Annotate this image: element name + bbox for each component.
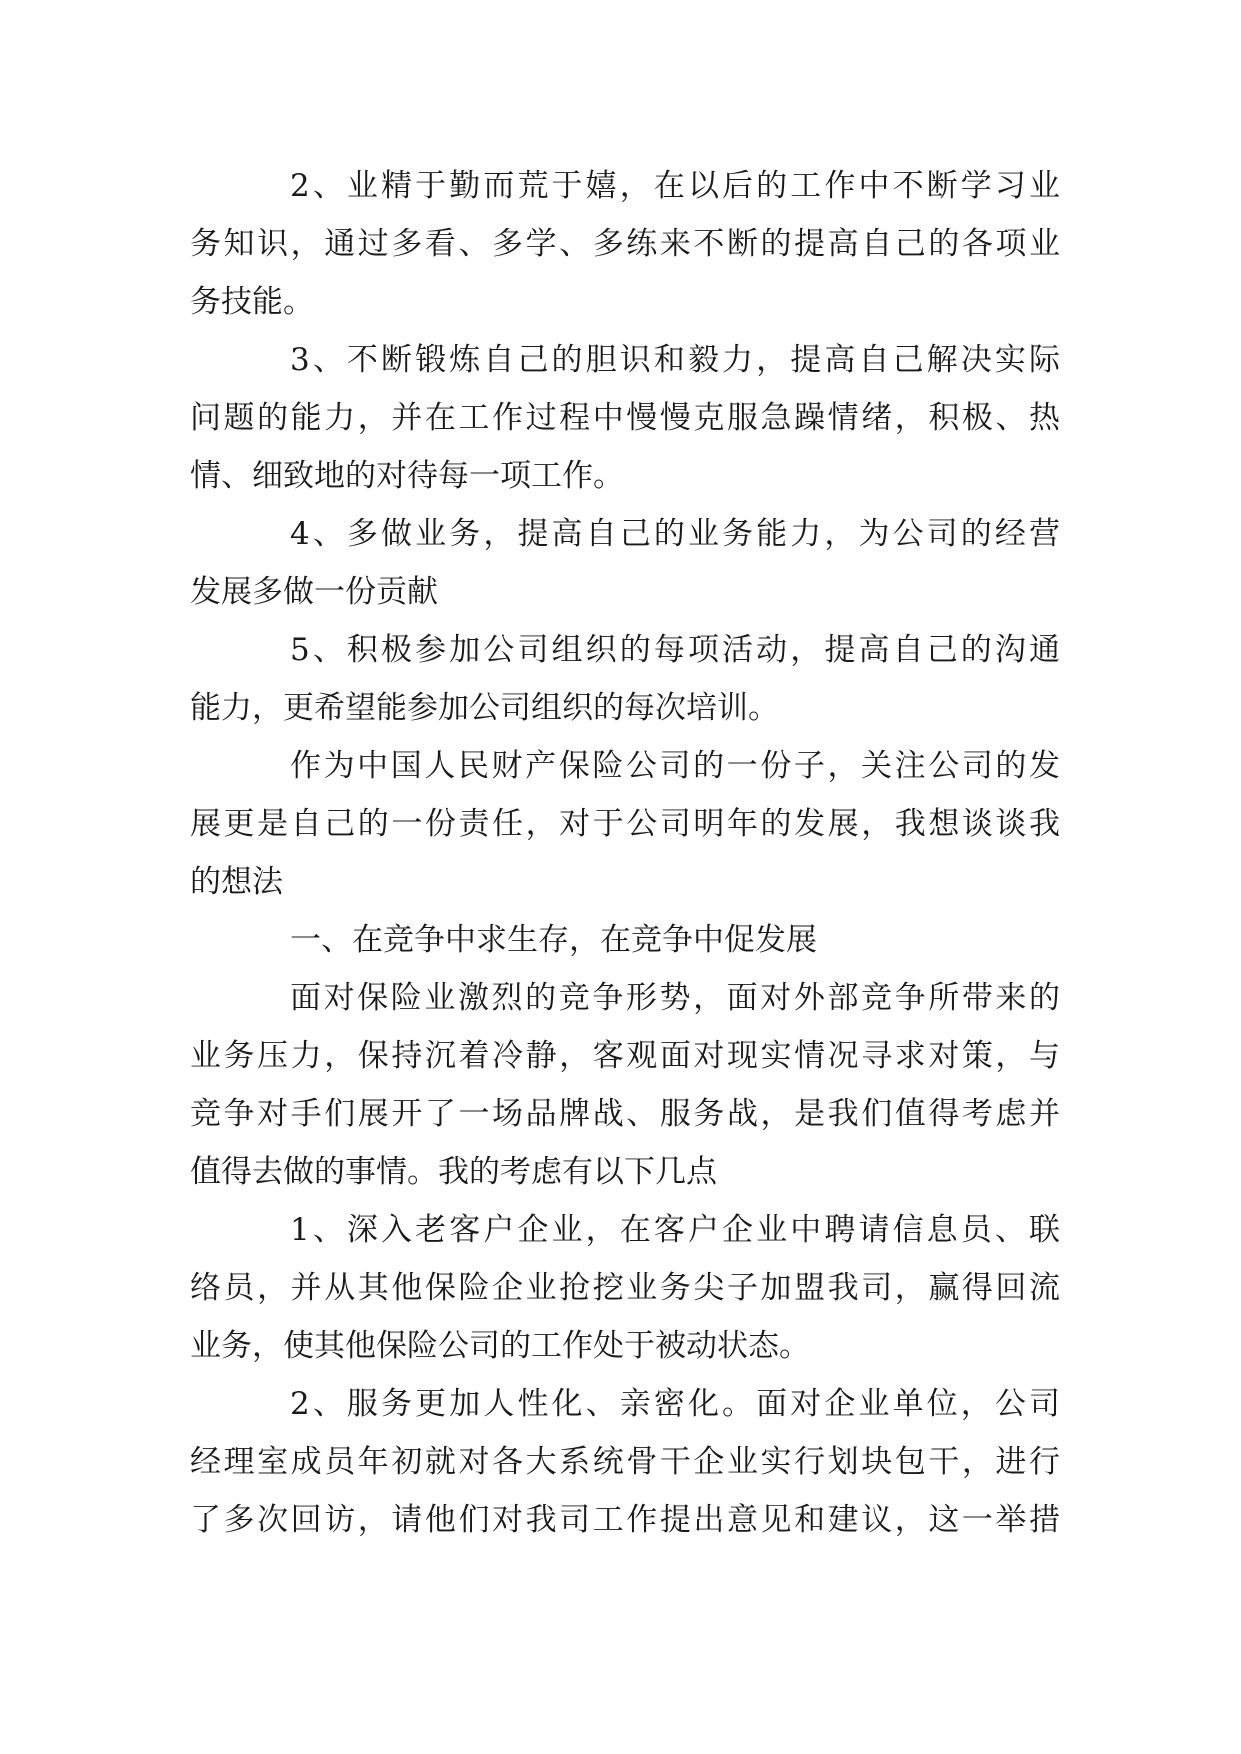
- text-line: 的想法: [190, 864, 283, 900]
- text-line: 情、细致地的对待每一项工作。: [190, 458, 624, 494]
- text-line: 面对保险业激烈的竞争形势，面对外部竞争所带来的: [290, 980, 1060, 1016]
- text-line: 4、多做业务，提高自己的业务能力，为公司的经营: [290, 516, 1060, 552]
- text-line: 能力，更希望能参加公司组织的每次培训。: [190, 690, 779, 726]
- text-line: 作为中国人民财产保险公司的一份子，关注公司的发: [290, 748, 1060, 784]
- text-line: 5、积极参加公司组织的每项活动，提高自己的沟通: [290, 632, 1060, 668]
- text-line: 竞争对手们展开了一场品牌战、服务战，是我们值得考虑并: [190, 1096, 1060, 1132]
- text-line: 业务，使其他保险公司的工作处于被动状态。: [190, 1328, 810, 1364]
- text-line: 2、业精于勤而荒于嬉，在以后的工作中不断学习业: [290, 168, 1060, 204]
- text-line: 务知识，通过多看、多学、多练来不断的提高自己的各项业: [190, 226, 1060, 262]
- text-line: 3、不断锻炼自己的胆识和毅力，提高自己解决实际: [290, 342, 1060, 378]
- text-line: 经理室成员年初就对各大系统骨干企业实行划块包干，进行: [190, 1444, 1060, 1480]
- text-line: 络员，并从其他保险企业抢挖业务尖子加盟我司，赢得回流: [190, 1270, 1060, 1306]
- text-line: 展更是自己的一份责任，对于公司明年的发展，我想谈谈我: [190, 806, 1060, 842]
- text-line: 值得去做的事情。我的考虑有以下几点: [190, 1154, 717, 1190]
- text-line: 2、服务更加人性化、亲密化。面对企业单位，公司: [290, 1386, 1060, 1422]
- text-line: 业务压力，保持沉着冷静，客观面对现实情况寻求对策，与: [190, 1038, 1060, 1074]
- section-heading: 一、在竞争中求生存，在竞争中促发展: [290, 922, 817, 958]
- text-line: 发展多做一份贡献: [190, 574, 438, 610]
- text-line: 1、深入老客户企业，在客户企业中聘请信息员、联: [290, 1212, 1060, 1248]
- text-line: 了多次回访，请他们对我司工作提出意见和建议，这一举措: [190, 1502, 1060, 1538]
- text-line: 务技能。: [190, 284, 314, 320]
- text-line: 问题的能力，并在工作过程中慢慢克服急躁情绪，积极、热: [190, 400, 1060, 436]
